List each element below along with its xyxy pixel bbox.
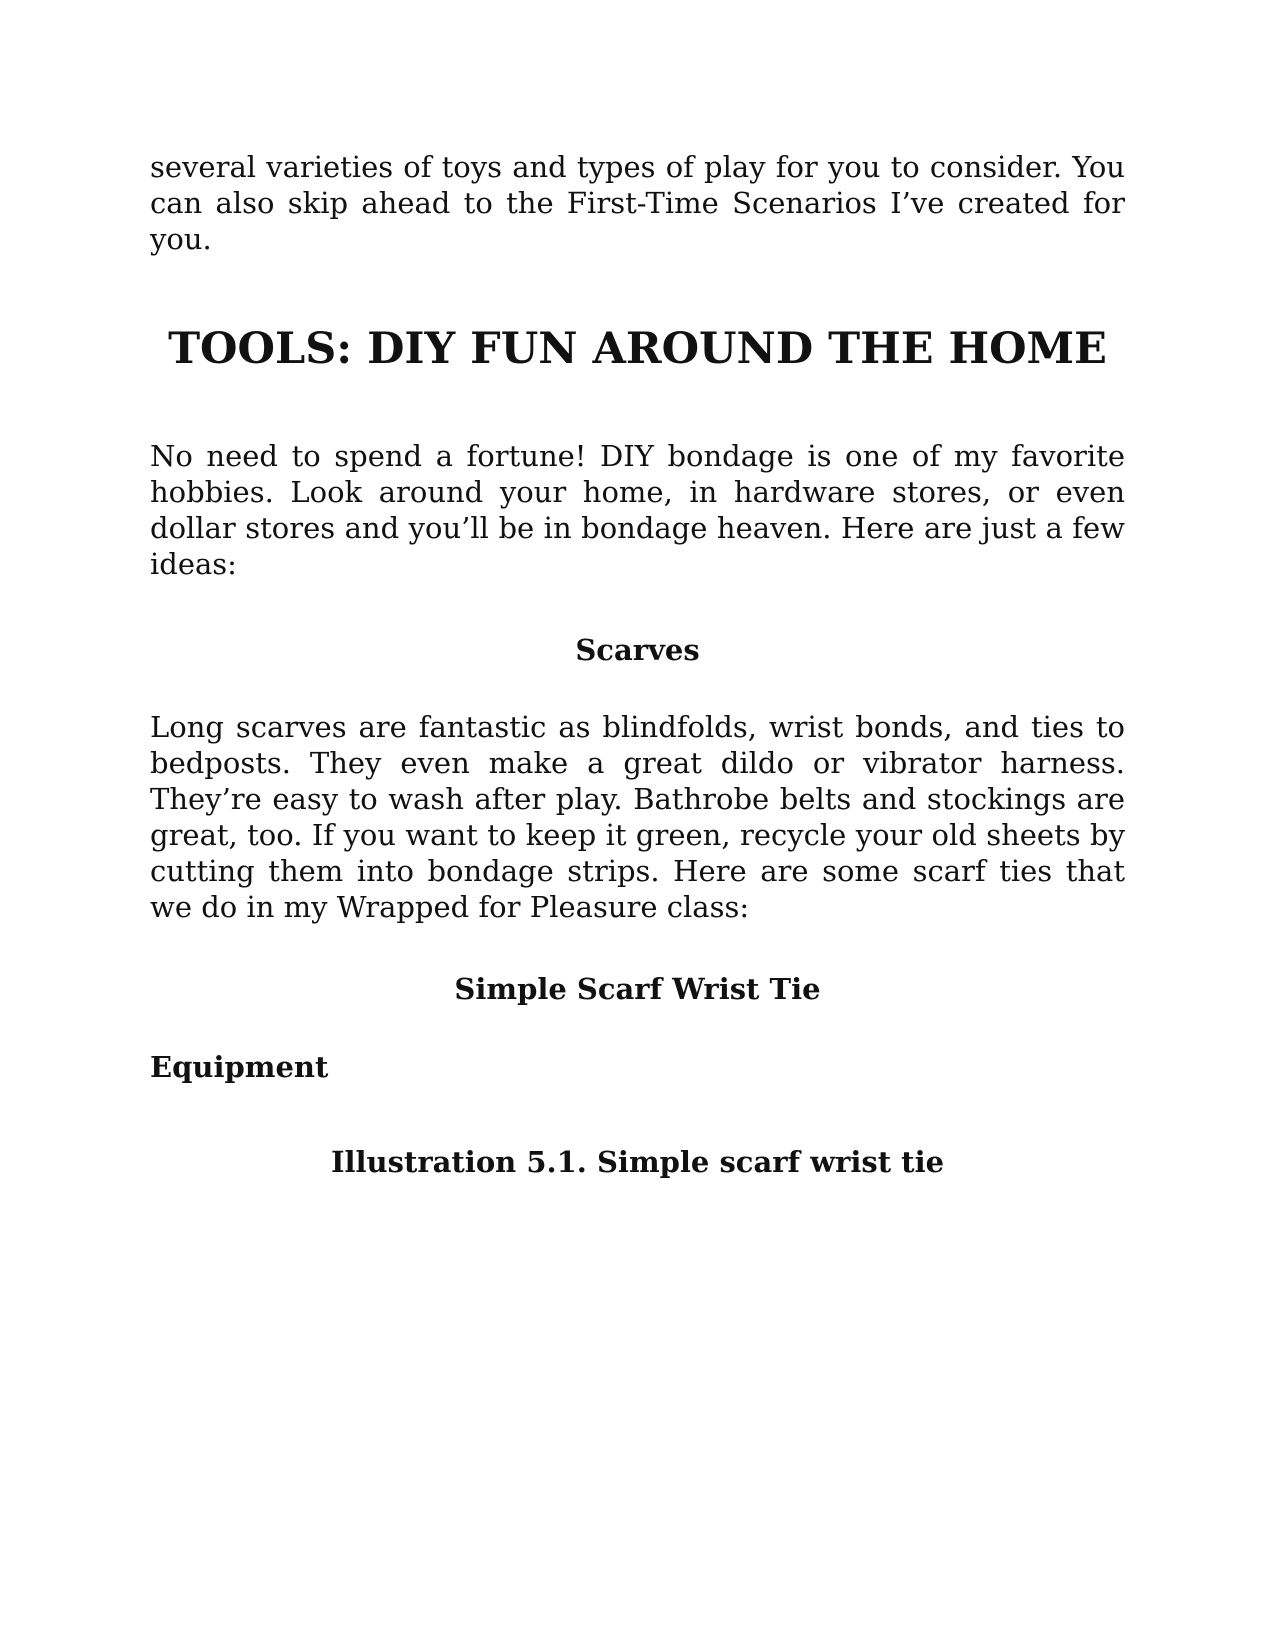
illustration-caption: Illustration 5.1. Simple scarf wrist tie [330, 1145, 945, 1179]
intro-paragraph: several varieties of toys and types of play for you to consider. You can also skip ahead to the First-Time Scenarios I’ve created for you. [150, 150, 1125, 256]
scarves-heading: Scarves [575, 633, 700, 667]
equipment-heading: Equipment [150, 1050, 329, 1084]
simple-tie-heading: Simple Scarf Wrist Tie [454, 972, 821, 1006]
diy-paragraph: No need to spend a fortune! DIY bondage is one of my favorite hobbies. Look around your home, in hardware stores, or even dollar stores and you’ll be in bondage heaven. Here are just a few ideas: [150, 439, 1125, 581]
scarves-paragraph: Long scarves are fantastic as blindfolds, wrist bonds, and ties to bedposts. They even make a great dildo or vibrator harness. They’re easy to wash after play. Bathrobe belts and stockings are great, too. If you want to keep it green, recycle your old sheets by cutting them into bondage strips. Here are some scarf ties that we do in my Wrapped for Pleasure class: [150, 710, 1125, 924]
section-heading: TOOLS: DIY FUN AROUND THE HOME [168, 324, 1107, 374]
document-page [150, 0, 1125, 1650]
